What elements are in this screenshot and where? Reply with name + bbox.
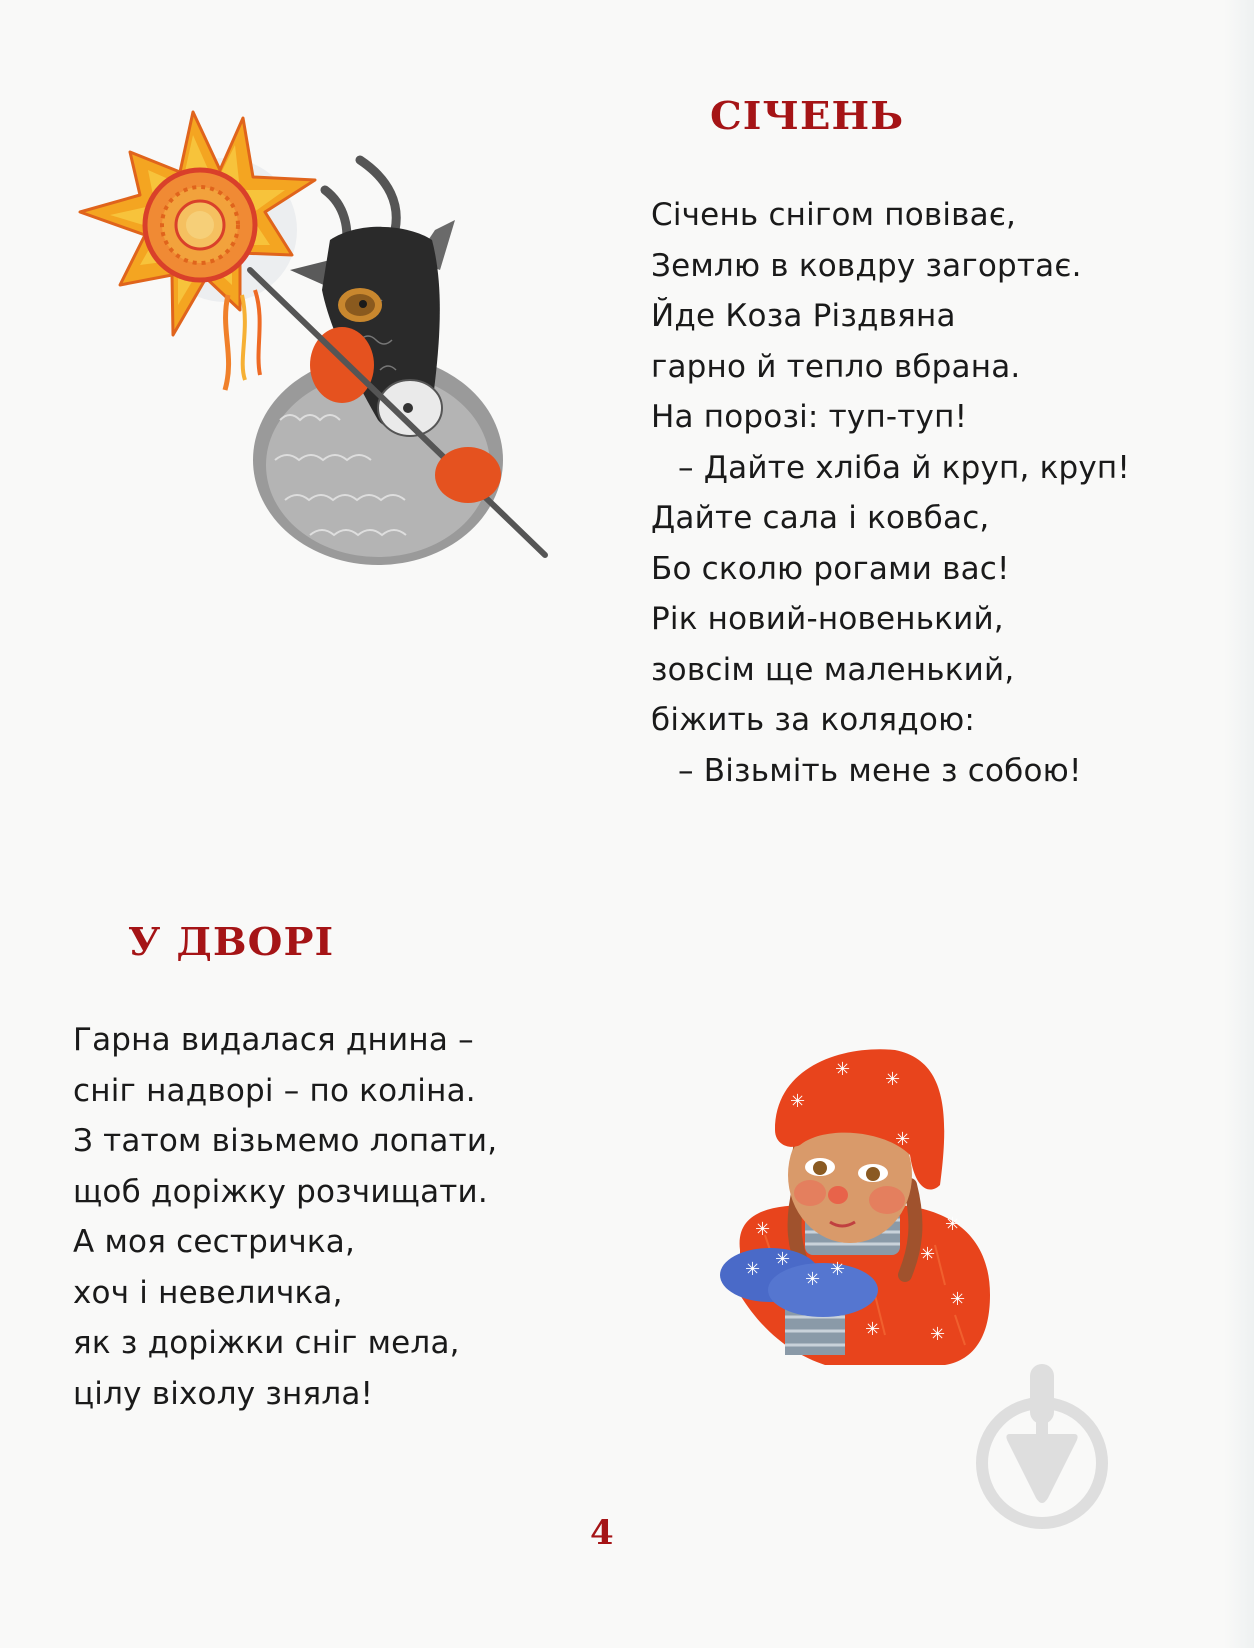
poem-line: Бо сколю рогами вас!: [651, 550, 1010, 587]
svg-text:✳: ✳: [745, 1259, 761, 1280]
poem-line: Січень снігом повіває,: [651, 197, 1017, 233]
svg-text:✳: ✳: [945, 1214, 961, 1235]
poem-line: сніг надворі – по коліна.: [73, 1072, 476, 1109]
svg-text:✳: ✳: [930, 1324, 946, 1345]
poem-line: – Дайте хліба й круп, круп!: [678, 449, 1131, 486]
svg-text:✳: ✳: [755, 1219, 771, 1240]
poem-body-sichen: [651, 190, 1130, 796]
poem-line: як з доріжки сніг мела,: [73, 1325, 460, 1361]
svg-text:✳: ✳: [865, 1319, 881, 1340]
svg-text:✳: ✳: [885, 1069, 901, 1090]
svg-text:✳: ✳: [920, 1244, 936, 1265]
poem-line: Дайте сала і ковбас,: [651, 500, 990, 536]
svg-text:✳: ✳: [775, 1249, 791, 1270]
poem-title-sichen: СІЧЕНЬ: [710, 93, 905, 138]
poem-line: З татом візьмемо лопати,: [73, 1123, 498, 1159]
poem-line: Йде Коза Різдвяна: [651, 298, 956, 334]
poem-line: зовсім ще маленький,: [651, 651, 1015, 688]
svg-text:✳: ✳: [830, 1259, 846, 1280]
trowel-in-circle-icon: [972, 1362, 1112, 1532]
poem-line: гарно й тепло вбрана.: [651, 348, 1021, 385]
poem-line: Рік новий-новенький,: [651, 601, 1004, 637]
poem-line: – Візьміть мене з собою!: [678, 752, 1082, 789]
poem-line: А моя сестричка,: [73, 1224, 356, 1260]
poem-title-u-dvori: У ДВОРІ: [128, 919, 335, 964]
goat-with-star-illustration: [60, 90, 560, 570]
svg-text:✳: ✳: [805, 1269, 821, 1290]
page-number: 4: [590, 1513, 614, 1553]
page-gutter-shade: [1224, 0, 1254, 1648]
girl-in-winter-hat-illustration: [705, 1035, 1005, 1370]
svg-text:✳: ✳: [950, 1289, 966, 1310]
poem-line: На порозі: туп-туп!: [651, 399, 968, 435]
poem-line: Землю в ковдру загортає.: [651, 247, 1082, 284]
poem-line: цілу віхолу зняла!: [73, 1375, 374, 1412]
svg-text:✳: ✳: [895, 1129, 911, 1150]
svg-text:✳: ✳: [790, 1091, 806, 1112]
poem-line: Гарна видалася днина –: [73, 1022, 474, 1058]
poem-line: хоч і невеличка,: [73, 1274, 343, 1311]
poem-line: біжить за колядою:: [651, 702, 976, 738]
svg-text:✳: ✳: [835, 1059, 851, 1080]
poem-body-u-dvori: [73, 1015, 497, 1419]
poem-line: щоб доріжку розчищати.: [73, 1173, 488, 1210]
